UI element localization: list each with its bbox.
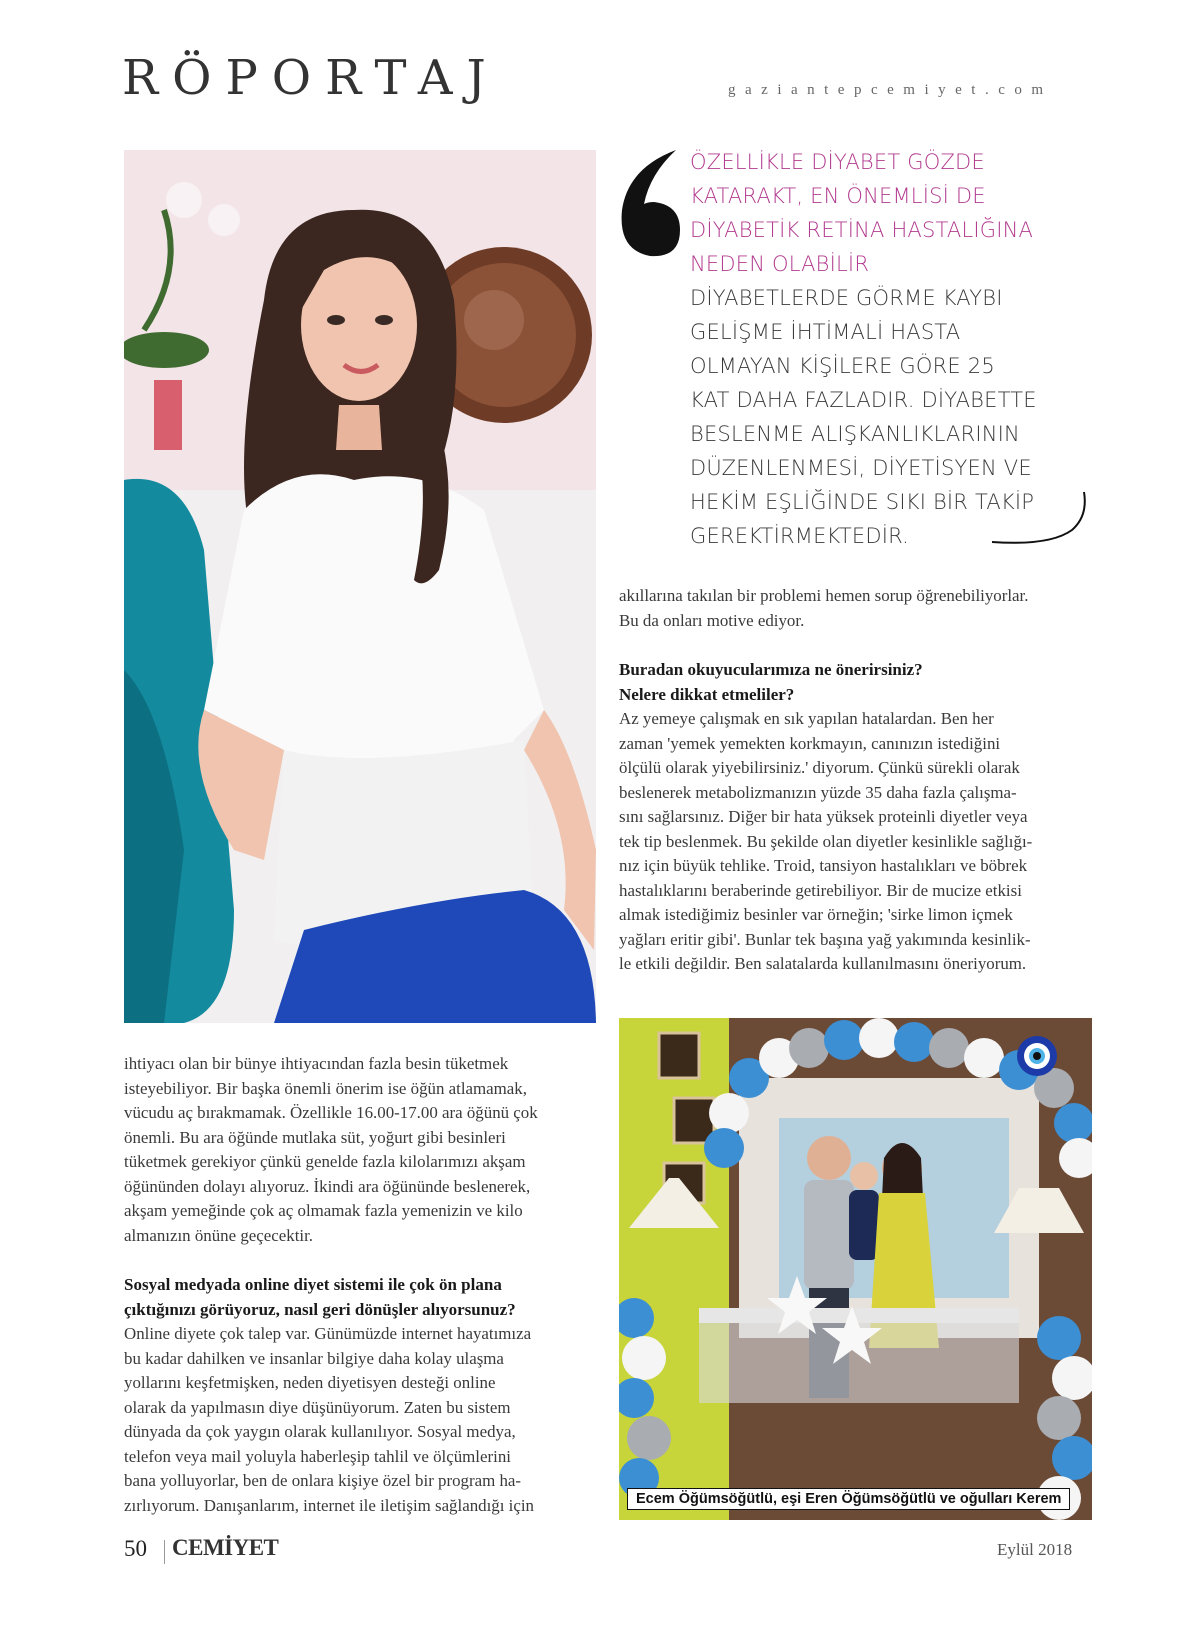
body-line: akıllarına takılan bir problemi hemen sorup öğrenebiliyorlar. <box>619 586 1029 605</box>
body-line: dünyada da çok yaygın olarak kullanılıyor. Sosyal medya, <box>124 1422 516 1441</box>
quote-body-line: GEREKTİRMEKTEDİR. <box>690 524 910 548</box>
body-line: almak istediğimiz besinler var örneğin; 'sirke limon içmek <box>619 905 1013 924</box>
magazine-logo: CEMİYET <box>172 1535 279 1560</box>
quote-highlight-line: NEDEN OLABİLİR <box>690 252 870 276</box>
body-line: bana yolluyorlar, ben de onlara kişiye özel bir program ha- <box>124 1471 522 1490</box>
heading-line: çıktığınızı görüyoruz, nasıl geri dönüşler alıyorsunuz? <box>124 1299 516 1319</box>
body-line: telefon veya mail yoluyla haberleşip tahlil ve ölçümlerini <box>124 1446 511 1466</box>
quote-highlight-line: DİYABETİK RETİNA HASTALIĞINA <box>690 218 1034 242</box>
pull-quote-highlight <box>690 145 1090 281</box>
portrait-illustration <box>124 150 596 1023</box>
body-line: yağları eritir gibi'. Bunlar tek başına yağ yakımında kesinlik- <box>619 929 1031 949</box>
body-line: yollarını keşfetmişken, neden diyetisyen desteği online <box>124 1373 496 1392</box>
body-line: tek tip beslenmek. Bu şekilde olan diyetler kesinlikle sağlığı- <box>619 831 1033 851</box>
body-line: sını sağlarsınız. Diğer bir hata yüksek proteinli diyetler veya <box>619 807 1028 826</box>
body-line: nız için büyük tehlike. Troid, tansiyon hastalıkları ve böbrek <box>619 856 1028 875</box>
left-column-continued <box>124 1052 594 1248</box>
body-line: Az yemeye çalışmak en sık yapılan hatalardan. Ben her <box>619 709 994 728</box>
quote-body-line: BESLENME ALIŞKANLIKLARININ <box>690 422 1020 446</box>
closing-quote-swash <box>990 490 1090 550</box>
question-heading-social-media <box>124 1273 594 1322</box>
quote-highlight-line: KATARAKT, EN ÖNEMLİSİ DE <box>690 184 986 208</box>
question-heading-recommendations <box>619 658 1094 707</box>
site-url: gaziantepcemiyet.com <box>728 82 1053 98</box>
body-line: ihtiyacı olan bir bünye ihtiyacından fazla besin tüketmek <box>124 1054 509 1073</box>
body-line: bu kadar dahilken ve insanlar bilgiye daha kolay ulaşma <box>124 1348 504 1368</box>
quote-body-line: HEKİM EŞLİĞİNDE SIKI BİR TAKİP <box>690 490 1035 514</box>
body-line: zaman 'yemek yemekten korkmayın, canınızın istediğini <box>619 733 1001 753</box>
body-line: olarak da yapılmasın diye düşünüyorum. Zaten bu sistem <box>124 1397 511 1417</box>
body-line: öğününden dolayı alıyoruz. İkindi ara öğününde beslenerek, <box>124 1176 531 1196</box>
body-line: Online diyete çok talep var. Günümüzde internet hayatımıza <box>124 1324 532 1343</box>
body-line: hastalıklarını beraberinde getirebiliyor. Bir de mucize etkisi <box>619 880 1022 900</box>
heading-line: Buradan okuyucularımıza ne önerirsiniz? <box>619 660 923 679</box>
issue-date: Eylül 2018 <box>997 1540 1073 1559</box>
photo-caption: Ecem Öğümsöğütlü, eşi Eren Öğümsöğütlü ve oğulları Kerem <box>627 1488 1070 1510</box>
quote-body-line: DİYABETLERDE GÖRME KAYBI <box>690 286 1003 310</box>
page-number: 50 <box>124 1536 147 1561</box>
body-line: almanızın önüne geçecektir. <box>124 1225 313 1245</box>
heading-line: Sosyal medyada online diyet sistemi ile çok ön plana <box>124 1275 502 1294</box>
quote-body-line: OLMAYAN KİŞİLERE GÖRE 25 <box>690 354 995 378</box>
body-line: önemli. Bu ara öğünde mutlaka süt, yoğurt gibi besinleri <box>124 1127 506 1147</box>
body-line: Bu da onları motive ediyor. <box>619 610 805 630</box>
quote-body-line: GELİŞME İHTİMALİ HASTA <box>690 320 961 344</box>
family-event-photo <box>619 1018 1092 1520</box>
opening-quote-icon <box>618 150 698 262</box>
body-line: ölçülü olarak yiyebilirsiniz.' diyorum. Çünkü sürekli olarak <box>619 758 1020 777</box>
body-line: le etkili değildir. Ben salatalarda kullanılmasını öneriyorum. <box>619 954 1027 973</box>
answer-recommendations <box>619 707 1094 977</box>
right-column-continued <box>619 584 1094 633</box>
quote-body-line: KAT DAHA FAZLADIR. DİYABETTE <box>690 388 1037 412</box>
quote-body-line: DÜZENLENMESİ, DİYETİSYEN VE <box>690 456 1032 480</box>
portrait-photo <box>124 150 596 1023</box>
body-line: beslenerek metabolizmanızın yüzde 35 daha fazla çalışma- <box>619 782 1017 802</box>
body-line: isteyebiliyor. Bir başka önemli önerim ise öğün atlamamak, <box>124 1078 527 1098</box>
body-line: vücudu aç bırakmamak. Özellikle 16.00-17.00 ara öğünü çok <box>124 1103 538 1122</box>
section-title: RÖPORTAJ <box>122 50 500 106</box>
quote-highlight-line: ÖZELLİKLE DİYABET GÖZDE <box>690 150 985 174</box>
answer-social-media <box>124 1322 594 1518</box>
heading-line: Nelere dikkat etmeliler? <box>619 684 795 704</box>
body-line: akşam yemeğinde çok aç olmamak fazla yemenizin ve kilo <box>124 1201 523 1220</box>
footer-divider <box>164 1540 165 1564</box>
body-line: tüketmek gerekiyor çünkü genelde fazla kilolarımızı akşam <box>124 1152 526 1171</box>
body-line: zırlıyorum. Danışanlarım, internet ile iletişim sağlandığı için <box>124 1495 534 1515</box>
event-illustration <box>619 1018 1092 1520</box>
